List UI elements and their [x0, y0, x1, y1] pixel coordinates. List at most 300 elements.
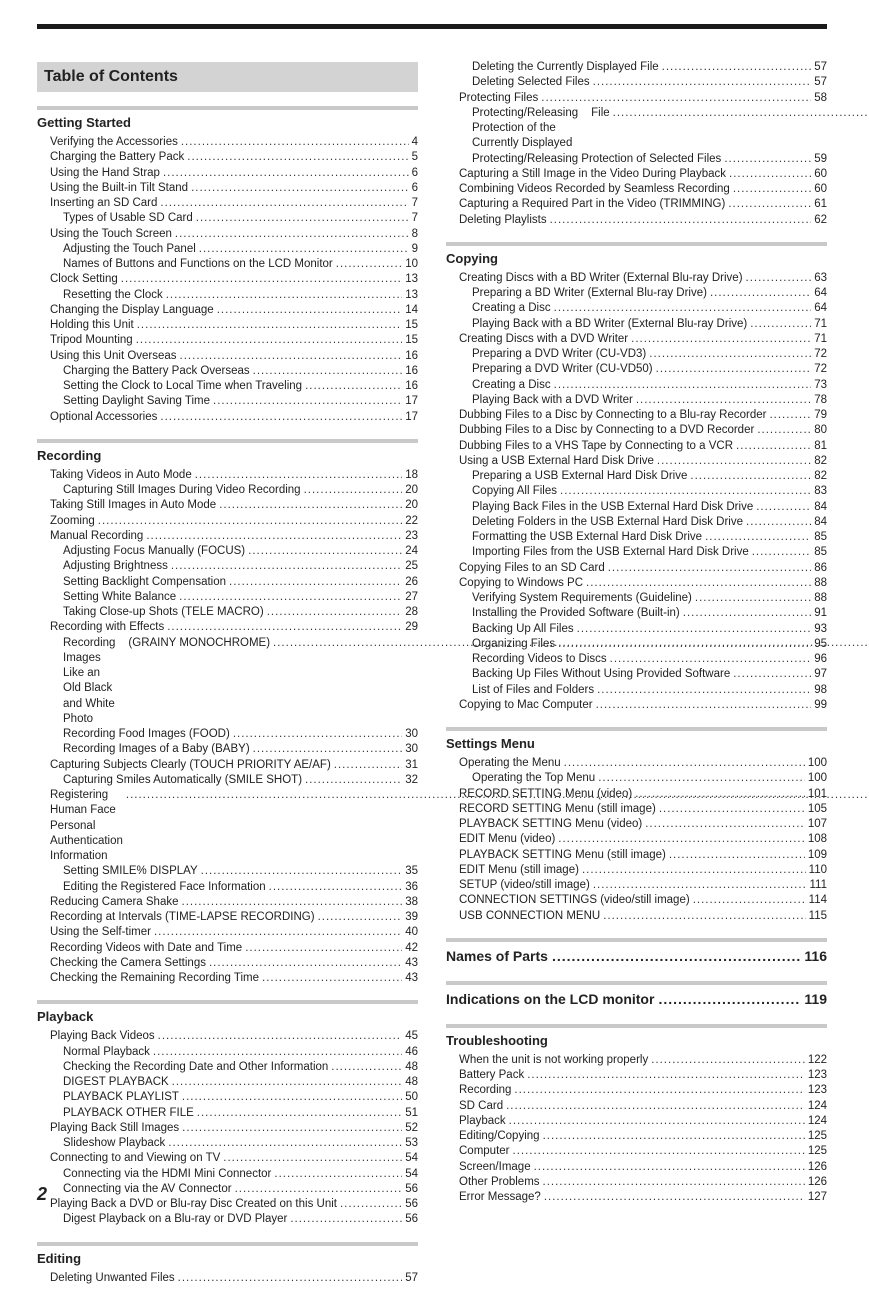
toc-entry-link[interactable]	[446, 802, 827, 817]
toc-entry-link[interactable]	[37, 318, 418, 333]
toc-entry-link[interactable]	[446, 152, 827, 167]
entry-title: Manual Recording	[50, 529, 144, 542]
toc-entry-link[interactable]	[37, 394, 418, 409]
toc-section	[446, 981, 827, 1010]
dot-leader	[187, 150, 408, 165]
dot-leader	[558, 832, 805, 847]
entry-page: 64	[814, 287, 827, 299]
entry-title: Protecting/Releasing Protection of Selected Files	[472, 152, 722, 165]
entry-page: 30	[405, 743, 418, 756]
dot-leader	[593, 878, 807, 893]
toc-entry-link[interactable]	[446, 362, 827, 377]
dot-leader	[657, 454, 811, 469]
entry-title: Error Message?	[459, 1191, 541, 1203]
toc-entry-link[interactable]	[37, 620, 418, 635]
toc-entry-link[interactable]	[446, 469, 827, 484]
toc-entry-link[interactable]	[446, 878, 827, 893]
toc-entry-link[interactable]	[37, 498, 418, 513]
dot-leader	[560, 484, 811, 499]
dot-leader	[558, 637, 811, 652]
toc-entry-link[interactable]	[446, 817, 827, 832]
toc-entry-link[interactable]	[446, 1053, 827, 1068]
toc-entry-link[interactable]	[37, 559, 418, 574]
toc-section	[446, 938, 827, 967]
entry-title: Setting White Balance	[63, 590, 177, 603]
dot-leader	[181, 135, 409, 150]
toc-entry-link[interactable]	[37, 727, 418, 742]
toc-entry-link[interactable]	[446, 317, 827, 332]
toc-entry-link[interactable]	[37, 1182, 418, 1197]
entry-page: 62	[814, 213, 827, 226]
toc-entry-link[interactable]	[446, 787, 827, 802]
dot-leader	[550, 213, 812, 228]
toc-entry-link[interactable]	[446, 106, 827, 152]
entry-title: Dubbing Files to a VHS Tape by Connecting to a VCR	[459, 439, 734, 452]
entry-page: 114	[808, 894, 827, 907]
toc-entry-link[interactable]	[446, 622, 827, 637]
dot-leader	[669, 848, 805, 863]
entry-page: 9	[411, 242, 418, 255]
entry-page: 43	[405, 956, 418, 969]
entry-title: When the unit is not working properly	[459, 1053, 649, 1066]
toc-entry-link[interactable]	[446, 423, 827, 438]
entry-page: 111	[809, 879, 827, 891]
dot-leader	[98, 514, 402, 529]
entry-title: Using the Hand Strap	[50, 166, 160, 179]
entry-title: Deleting Playlists	[459, 213, 547, 226]
toc-entry-link[interactable]	[37, 971, 418, 986]
entry-page: 38	[405, 895, 418, 908]
dot-leader	[136, 333, 403, 348]
toc-entry-link[interactable]	[446, 213, 827, 228]
entry-page: 88	[814, 576, 827, 589]
dot-leader	[514, 1083, 804, 1098]
dot-leader	[756, 500, 811, 515]
toc-entry-link[interactable]	[446, 182, 827, 197]
toc-section	[446, 60, 827, 228]
entry-title: Zooming	[50, 514, 95, 527]
entry-title: Charging the Battery Pack	[50, 151, 185, 164]
toc-entry-link[interactable]	[446, 1114, 827, 1129]
toc-entry-link[interactable]	[37, 242, 418, 257]
dot-leader	[182, 1090, 402, 1105]
toc-entry-link[interactable]	[446, 393, 827, 408]
toc-entry-link[interactable]	[446, 848, 827, 863]
dot-leader	[649, 347, 811, 362]
dot-leader	[695, 591, 811, 606]
toc-section	[446, 242, 827, 713]
entry-page: 82	[814, 470, 827, 482]
dot-leader	[683, 606, 811, 621]
toc-entry-link[interactable]	[446, 286, 827, 301]
dot-leader	[693, 893, 806, 908]
entry-page: 79	[814, 409, 827, 421]
toc-entry-link[interactable]	[37, 1060, 418, 1075]
dot-leader	[724, 152, 811, 167]
toc-entry-link[interactable]	[37, 166, 418, 181]
toc-entry-link[interactable]	[446, 347, 827, 362]
toc-entry-link[interactable]	[446, 271, 827, 286]
toc-entry-link[interactable]	[37, 864, 418, 879]
entry-title: Creating Discs with a BD Writer (External Blu-ray Drive)	[459, 271, 743, 284]
entry-title: Playing Back Still Images	[50, 1121, 180, 1134]
entry-page: 50	[405, 1091, 418, 1104]
toc-section-heading: Playback	[37, 1000, 418, 1027]
toc-entry-link[interactable]	[37, 758, 418, 773]
dot-leader	[728, 197, 811, 212]
toc-section	[446, 1024, 827, 1206]
entry-title: Setting Backlight Compensation	[63, 575, 227, 588]
toc-entry-link[interactable]	[37, 1121, 418, 1136]
toc-entry-link[interactable]	[37, 956, 418, 971]
dot-leader	[543, 1129, 805, 1144]
entry-page: 16	[405, 364, 418, 377]
entry-title: Capturing Smiles Automatically (SMILE SHOT)	[63, 773, 303, 786]
entry-title: EDIT Menu (still image)	[459, 863, 579, 876]
dot-leader	[757, 423, 811, 438]
entry-page: 85	[814, 546, 827, 559]
toc-entry-link[interactable]	[446, 60, 827, 75]
entry-title: Using a USB External Hard Disk Drive	[459, 454, 654, 467]
toc-entry-link[interactable]	[446, 1068, 827, 1083]
entry-title: Preparing a USB External Hard Disk Drive	[472, 470, 688, 482]
page-title: Table of Contents	[37, 62, 418, 92]
entry-page: 100	[807, 757, 827, 769]
toc-entry-link[interactable]	[37, 1075, 418, 1090]
toc-entry-link[interactable]	[37, 1151, 418, 1166]
toc-entry-link[interactable]	[446, 591, 827, 606]
toc-entry-link[interactable]	[37, 1106, 418, 1121]
toc-entry-link[interactable]	[446, 561, 827, 576]
entry-title: Editing the Registered Face Information	[63, 880, 266, 893]
toc-entry-link[interactable]	[37, 181, 418, 196]
toc-entry-link[interactable]	[37, 257, 418, 272]
toc-entry-link[interactable]	[37, 941, 418, 956]
entry-title: Adjusting Focus Manually (FOCUS)	[63, 545, 246, 557]
toc-section-heading: Editing	[37, 1242, 418, 1269]
toc-entry-link[interactable]	[446, 909, 827, 924]
toc-entry-link[interactable]	[446, 1190, 827, 1205]
dot-leader	[166, 288, 402, 303]
dot-leader	[248, 544, 402, 559]
entry-page: 83	[814, 485, 827, 498]
entry-title: Backing Up Files Without Using Provided Software	[472, 668, 731, 681]
entry-title: PLAYBACK PLAYLIST	[63, 1091, 179, 1104]
toc-entry-link[interactable]	[37, 410, 418, 425]
toc-entry-link[interactable]	[37, 575, 418, 590]
toc-entry-link[interactable]	[37, 529, 418, 544]
entry-page: 108	[807, 833, 827, 846]
toc-entry-link[interactable]	[37, 1090, 418, 1105]
dot-leader	[153, 1045, 402, 1060]
entry-page: 122	[807, 1053, 827, 1066]
entry-page: 95	[814, 637, 827, 650]
toc-entry-link[interactable]	[446, 756, 827, 771]
toc-entry-link[interactable]	[37, 333, 418, 348]
toc-entry-link[interactable]	[446, 439, 827, 454]
toc-entry-link[interactable]	[446, 484, 827, 499]
toc-entry-link[interactable]	[446, 637, 827, 652]
entry-title: Inserting an SD Card	[50, 197, 158, 209]
toc-entry-link[interactable]	[37, 135, 418, 150]
dot-leader	[733, 182, 811, 197]
toc-entry-link[interactable]	[446, 698, 827, 713]
toc-entry-link[interactable]	[37, 272, 418, 287]
entry-title: EDIT Menu (video)	[459, 833, 556, 846]
entry-page: 35	[405, 865, 418, 878]
toc-entry-link[interactable]	[446, 332, 827, 347]
entry-title: Importing Files from the USB External Hard Disk Drive	[472, 546, 749, 559]
toc-entry-link[interactable]	[37, 379, 418, 394]
toc-entry-link[interactable]	[446, 683, 827, 698]
toc-entry-link[interactable]	[37, 895, 418, 910]
entry-page: 72	[814, 348, 827, 360]
entry-title: Reducing Camera Shake	[50, 895, 179, 908]
entry-page: 110	[808, 863, 827, 876]
dot-leader	[163, 166, 409, 181]
entry-title: Using the Touch Screen	[50, 227, 172, 240]
dot-leader	[201, 864, 403, 879]
toc-entry-link[interactable]	[446, 545, 827, 560]
entry-page: 25	[405, 560, 418, 573]
entry-title: Playing Back Files in the USB External Hard Disk Drive	[472, 500, 754, 513]
entry-page: 15	[405, 334, 418, 347]
toc-entry-link[interactable]	[37, 483, 418, 498]
entry-title: Copying All Files	[472, 485, 558, 498]
toc-entry-link[interactable]	[37, 468, 418, 483]
toc-entry-link[interactable]	[37, 1136, 418, 1151]
dot-leader	[736, 439, 811, 454]
entry-title: Backing Up All Files	[472, 622, 574, 635]
entry-title: Digest Playback on a Blu-ray or DVD Player	[63, 1213, 288, 1226]
entry-page: 8	[411, 227, 418, 240]
dot-leader	[635, 787, 805, 802]
toc-entry-link[interactable]	[37, 925, 418, 940]
entry-title: Capturing Subjects Clearly (TOUCH PRIORITY AE/AF)	[50, 758, 331, 771]
toc-section-heading-link[interactable]	[446, 938, 827, 967]
toc-entry-link[interactable]	[446, 1099, 827, 1114]
dot-leader	[274, 1167, 402, 1182]
entry-title-cont: File	[591, 106, 610, 119]
toc-entry-link[interactable]	[37, 880, 418, 895]
toc-entry-link[interactable]	[446, 454, 827, 469]
dot-leader	[182, 895, 403, 910]
entry-title: Playing Back with a BD Writer (External Blu-ray Drive)	[472, 317, 748, 330]
entry-page: 127	[807, 1191, 827, 1203]
dot-leader	[195, 468, 402, 483]
toc-entry-link[interactable]	[37, 227, 418, 242]
dot-leader	[690, 469, 811, 484]
toc-entry-link[interactable]	[446, 667, 827, 682]
toc-entry-link[interactable]	[446, 606, 827, 621]
dot-leader	[182, 1121, 402, 1136]
entry-page: 23	[405, 529, 418, 542]
toc-entry-link[interactable]	[446, 197, 827, 212]
dot-leader	[233, 727, 402, 742]
entry-title: SETUP (video/still image)	[459, 879, 590, 891]
toc-entry-link[interactable]	[446, 652, 827, 667]
toc-entry-link[interactable]	[446, 301, 827, 316]
dot-leader	[267, 605, 403, 620]
section-title: Indications on the LCD monitor	[446, 990, 655, 1007]
toc-entry-link[interactable]	[446, 378, 827, 393]
dot-leader	[636, 393, 811, 408]
dot-leader	[598, 771, 805, 786]
toc-entry-link[interactable]	[446, 832, 827, 847]
entry-title: List of Files and Folders	[472, 683, 595, 696]
dot-leader	[554, 301, 812, 316]
dot-leader	[705, 530, 811, 545]
entry-page: 30	[405, 728, 418, 740]
entry-page: 20	[405, 499, 418, 512]
dot-leader	[318, 910, 403, 925]
entry-title: Dubbing Files to a Disc by Connecting to a Blu-ray Recorder	[459, 409, 767, 421]
toc-section	[37, 439, 418, 987]
toc-entry-link[interactable]	[37, 544, 418, 559]
toc-entry-link[interactable]	[446, 1129, 827, 1144]
dot-leader	[593, 75, 812, 90]
toc-entry-link[interactable]	[37, 788, 418, 864]
toc-entry-link[interactable]	[37, 1167, 418, 1182]
toc-entry-link[interactable]	[37, 1271, 418, 1286]
dot-leader	[175, 227, 409, 242]
toc-entry-link[interactable]	[37, 514, 418, 529]
dot-leader	[656, 362, 812, 377]
entry-title: Tripod Mounting	[50, 334, 133, 347]
dot-leader	[577, 622, 812, 637]
dot-leader	[543, 1175, 805, 1190]
entry-title: Names of Buttons and Functions on the LCD Monitor	[63, 258, 333, 270]
entry-page: 71	[814, 317, 827, 330]
toc-section-heading: Copying	[446, 242, 827, 269]
toc-section-heading: Settings Menu	[446, 727, 827, 754]
toc-entry-link[interactable]	[446, 1144, 827, 1159]
entry-title: Combining Videos Recorded by Seamless Recording	[459, 183, 730, 195]
toc-entry-link[interactable]	[37, 910, 418, 925]
dot-leader	[146, 529, 402, 544]
entry-page: 82	[814, 454, 827, 467]
toc-entry-link[interactable]	[446, 75, 827, 90]
entry-page: 32	[405, 773, 418, 786]
toc-entry-link[interactable]	[37, 150, 418, 165]
entry-title: Verifying the Accessories	[50, 136, 178, 148]
entry-title: Deleting the Currently Displayed File	[472, 61, 659, 73]
toc-entry-link[interactable]	[37, 349, 418, 364]
entry-title: Playing Back with a DVD Writer	[472, 393, 633, 406]
toc-entry-link[interactable]	[37, 1045, 418, 1060]
toc-entry-link[interactable]	[37, 605, 418, 620]
dot-leader	[746, 515, 811, 530]
dot-leader	[191, 181, 409, 196]
toc-entry-link[interactable]	[446, 893, 827, 908]
dot-leader	[662, 60, 812, 75]
entry-title: Recording Food Images (FOOD)	[63, 728, 230, 740]
entry-page: 27	[405, 590, 418, 603]
dot-leader	[331, 1060, 402, 1075]
entry-title: Organizing Files	[472, 637, 556, 650]
toc-entry-link[interactable]	[446, 515, 827, 530]
entry-page: 15	[405, 319, 418, 331]
toc-entry-link[interactable]	[446, 576, 827, 591]
entry-title: USB CONNECTION MENU	[459, 909, 601, 922]
toc-entry-link[interactable]	[37, 590, 418, 605]
entry-page: 57	[814, 61, 827, 73]
entry-page: 63	[814, 271, 827, 284]
entry-title: Setting the Clock to Local Time when Traveling	[63, 380, 303, 392]
toc-entry-link[interactable]	[37, 742, 418, 757]
toc-section-heading-link[interactable]	[446, 981, 827, 1010]
toc-entry-link[interactable]	[37, 1197, 418, 1212]
toc-entry-link[interactable]	[446, 91, 827, 106]
entry-title: Preparing a DVD Writer (CU-VD50)	[472, 363, 653, 376]
entry-title: Other Problems	[459, 1175, 540, 1188]
dot-leader	[752, 545, 811, 560]
dot-leader	[506, 1099, 805, 1114]
toc-entry-link[interactable]	[446, 863, 827, 878]
entry-page: 84	[814, 515, 827, 528]
entry-page: 84	[814, 500, 827, 513]
dot-leader	[659, 802, 805, 817]
dot-leader	[167, 620, 402, 635]
toc-entry-link[interactable]	[446, 408, 827, 423]
toc-entry-link[interactable]	[446, 1175, 827, 1190]
dot-leader	[137, 318, 402, 333]
dot-leader	[729, 167, 811, 182]
dot-leader	[245, 941, 402, 956]
toc-section-heading: Recording	[37, 439, 418, 466]
entry-page: 96	[814, 653, 827, 665]
toc-entry-link[interactable]	[446, 500, 827, 515]
toc-entry-link[interactable]	[37, 773, 418, 788]
toc-entry-link[interactable]	[37, 288, 418, 303]
toc-entry-link[interactable]	[446, 771, 827, 786]
entry-page: 71	[814, 332, 827, 345]
entry-title: Computer	[459, 1145, 510, 1158]
toc-entry-link[interactable]	[37, 1212, 418, 1227]
toc-entry-link[interactable]	[37, 636, 418, 728]
toc-entry-link[interactable]	[446, 167, 827, 182]
dot-leader	[154, 925, 402, 940]
toc-entry-link[interactable]	[37, 303, 418, 318]
entry-page: 17	[405, 410, 418, 423]
entry-title: SD Card	[459, 1099, 504, 1112]
toc-entry-link[interactable]	[446, 1160, 827, 1175]
toc-entry-link[interactable]	[37, 211, 418, 226]
entry-title-cont: (GRAINY MONOCHROME)	[128, 636, 271, 649]
entry-page: 16	[405, 349, 418, 362]
entry-page: 59	[814, 152, 827, 165]
entry-page: 57	[814, 76, 827, 89]
entry-title: Dubbing Files to a Disc by Connecting to a DVD Recorder	[459, 424, 755, 437]
entry-page: 28	[405, 606, 418, 618]
entry-page: 109	[807, 848, 827, 861]
dot-leader	[219, 498, 402, 513]
dot-leader	[527, 1068, 805, 1083]
dot-leader	[564, 756, 805, 771]
toc-entry-link[interactable]	[446, 530, 827, 545]
toc-entry-link[interactable]	[446, 1083, 827, 1098]
toc-entry-link[interactable]	[37, 364, 418, 379]
dot-leader	[217, 303, 403, 318]
toc-entry-link[interactable]	[37, 1029, 418, 1044]
entry-page: 22	[405, 514, 418, 527]
entry-page: 105	[807, 802, 827, 815]
toc-entry-link[interactable]	[37, 196, 418, 211]
entry-page: 73	[814, 378, 827, 391]
entry-page: 126	[807, 1160, 827, 1173]
entry-title: Using this Unit Overseas	[50, 349, 177, 362]
dot-leader	[603, 909, 805, 924]
